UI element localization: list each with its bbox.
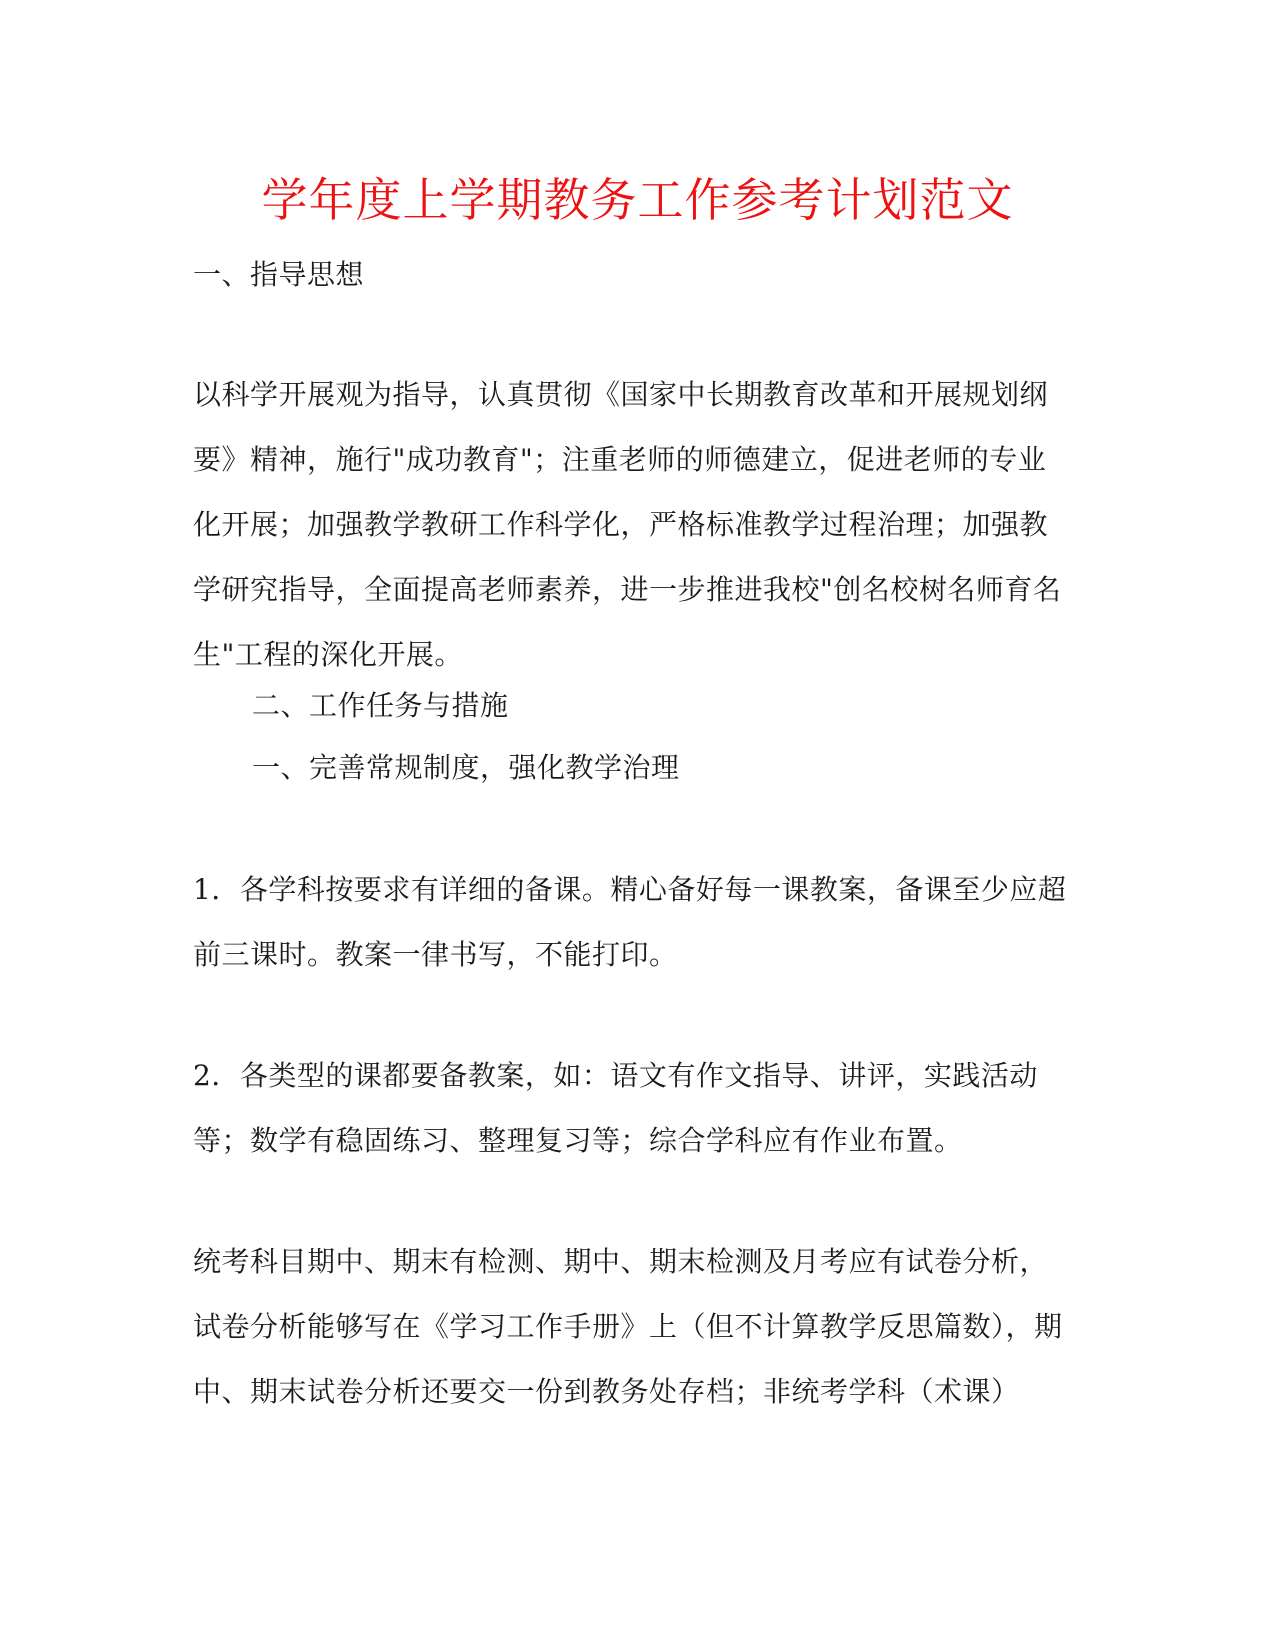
document-title: 学年度上学期教务工作参考计划范文 [261, 173, 1014, 227]
paragraph-exam-analysis: 统考科目期中、期末有检测、期中、期末检测及月考应有试卷分析，试卷分析能够写在《学习工作手册》上（但不计算教学反思篇数），期中、期末试卷分析还要交一份到教务处存档；非统考学科（术课） [193, 1245, 1063, 1408]
list-item-lesson-preparation: 1．各学科按要求有详细的备课。精心备好每一课教案，备课至少应超前三课时。教案一律书写，不能打印。 [193, 873, 1067, 971]
subsection-heading-teaching-management: 一、完善常规制度，强化教学治理 [252, 751, 680, 784]
section-heading-guiding-ideology: 一、指导思想 [193, 258, 365, 291]
paragraph-guiding-ideology: 以科学开展观为指导，认真贯彻《国家中长期教育改革和开展规划纲要》精神，施行"成功教育"；注重老师的师德建立，促进老师的专业化开展；加强教学教研工作科学化，严格标准教学过程治理；加强教学研究指导，全面提高老师素养，进一步推进我校"创名校树名师育名生"工程的深化开展。 [193, 378, 1062, 671]
list-item-lesson-plans: 2．各类型的课都要备教案，如：语文有作文指导、讲评，实践活动等；数学有稳固练习、整理复习等；综合学科应有作业布置。 [193, 1059, 1038, 1157]
section-heading-tasks-measures: 二、工作任务与措施 [252, 689, 509, 722]
